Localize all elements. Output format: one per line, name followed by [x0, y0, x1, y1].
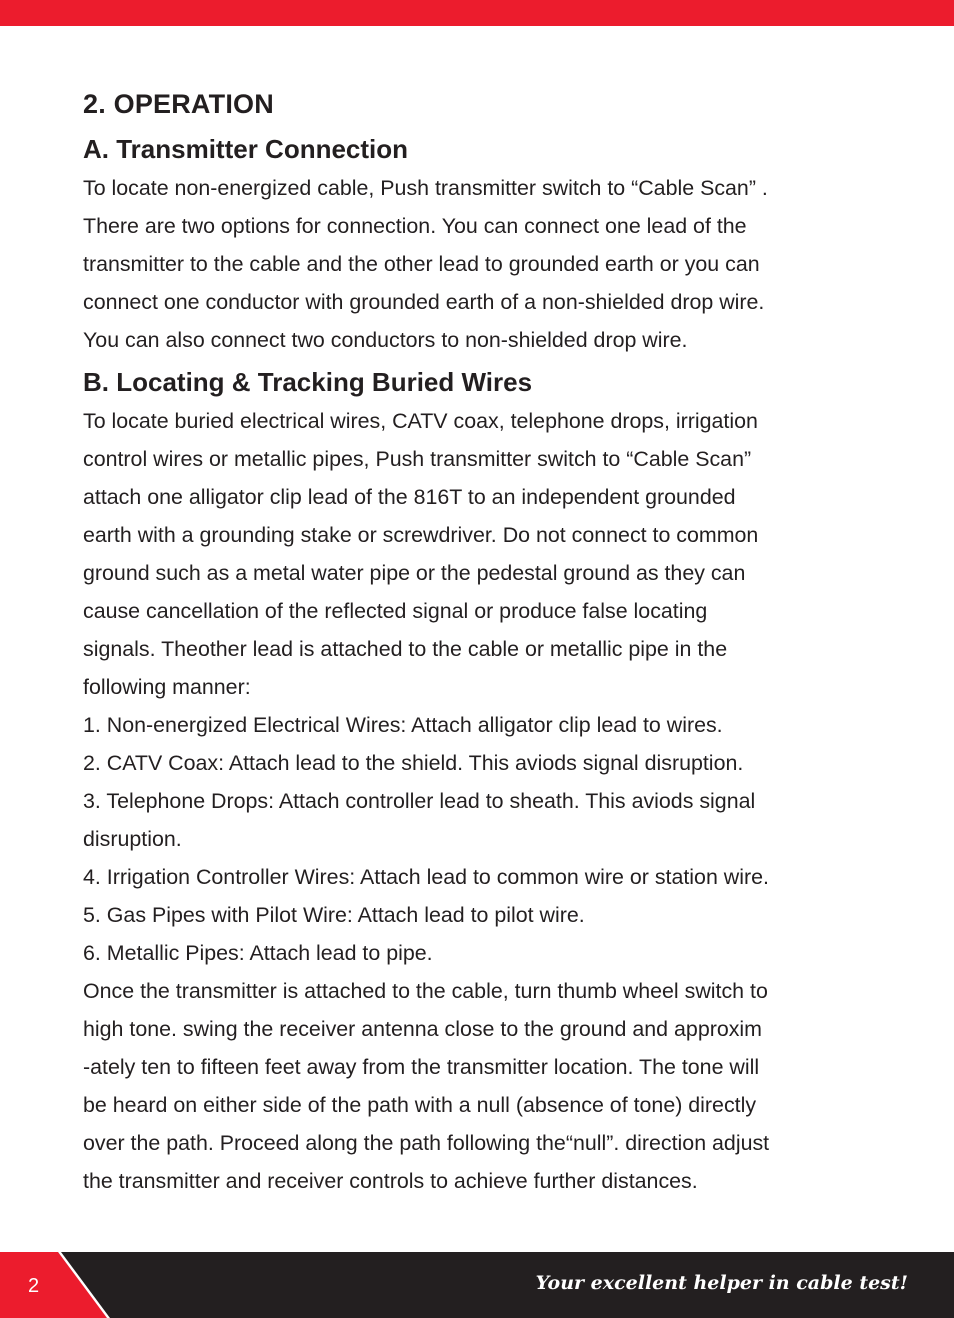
- list-item: 6. Metallic Pipes: Attach lead to pipe.: [83, 941, 433, 965]
- section-b-intro: To locate buried electrical wires, CATV coax, telephone drops, irrigation control wires or metallic pipes, Push transmitter switch to “Cable Scan” attach one alligator clip lead of the 816T to an independent grounded earth with a grounding stake or screwdriver. Do not connect to common ground such as a metal water pipe or the pedestal ground as they can cause cancellation of the reflected signal or produce false locating signals. Theother lead is attached to the cable or metallic pipe in the following manner:: [83, 409, 759, 699]
- list-item: 4. Irrigation Controller Wires: Attach lead to common wire or station wire.: [83, 865, 769, 889]
- page-content: [83, 84, 873, 1200]
- page-footer: [0, 1252, 954, 1318]
- list-item: 1. Non-energized Electrical Wires: Attach alligator clip lead to wires.: [83, 713, 723, 737]
- section-b-title: B. Locating & Tracking Buried Wires: [83, 367, 533, 397]
- list-item: 3. Telephone Drops: Attach controller lead to sheath. This aviods signal disruption.: [83, 789, 756, 851]
- list-item: 2. CATV Coax: Attach lead to the shield. This aviods signal disruption.: [83, 751, 744, 775]
- list-item: 5. Gas Pipes with Pilot Wire: Attach lead to pilot wire.: [83, 903, 585, 927]
- section-a-body: To locate non-energized cable, Push transmitter switch to “Cable Scan” . There are two options for connection. You can connect one lead of the transmitter to the cable and the other lead to grounded earth or you can connect one conductor with grounded earth of a non-shielded drop wire. You can also connect two conductors to non-shielded drop wire.: [83, 176, 768, 352]
- top-accent-bar: [0, 0, 954, 26]
- footer-tagline: Your excellent helper in cable test!: [535, 1272, 908, 1294]
- section-b-closing: Once the transmitter is attached to the cable, turn thumb wheel switch to high tone. swing the receiver antenna close to the ground and approxim -ately ten to fifteen feet away from the transmitter location. The tone will be heard on either side of the path with a null (absence of tone) directly over the path. Proceed along the path following the“null”. direction adjust the transmitter and receiver controls to achieve further distances.: [83, 979, 770, 1193]
- page-number: 2: [28, 1275, 40, 1297]
- page-title: 2. OPERATION: [83, 89, 274, 119]
- section-a-title: A. Transmitter Connection: [83, 134, 409, 164]
